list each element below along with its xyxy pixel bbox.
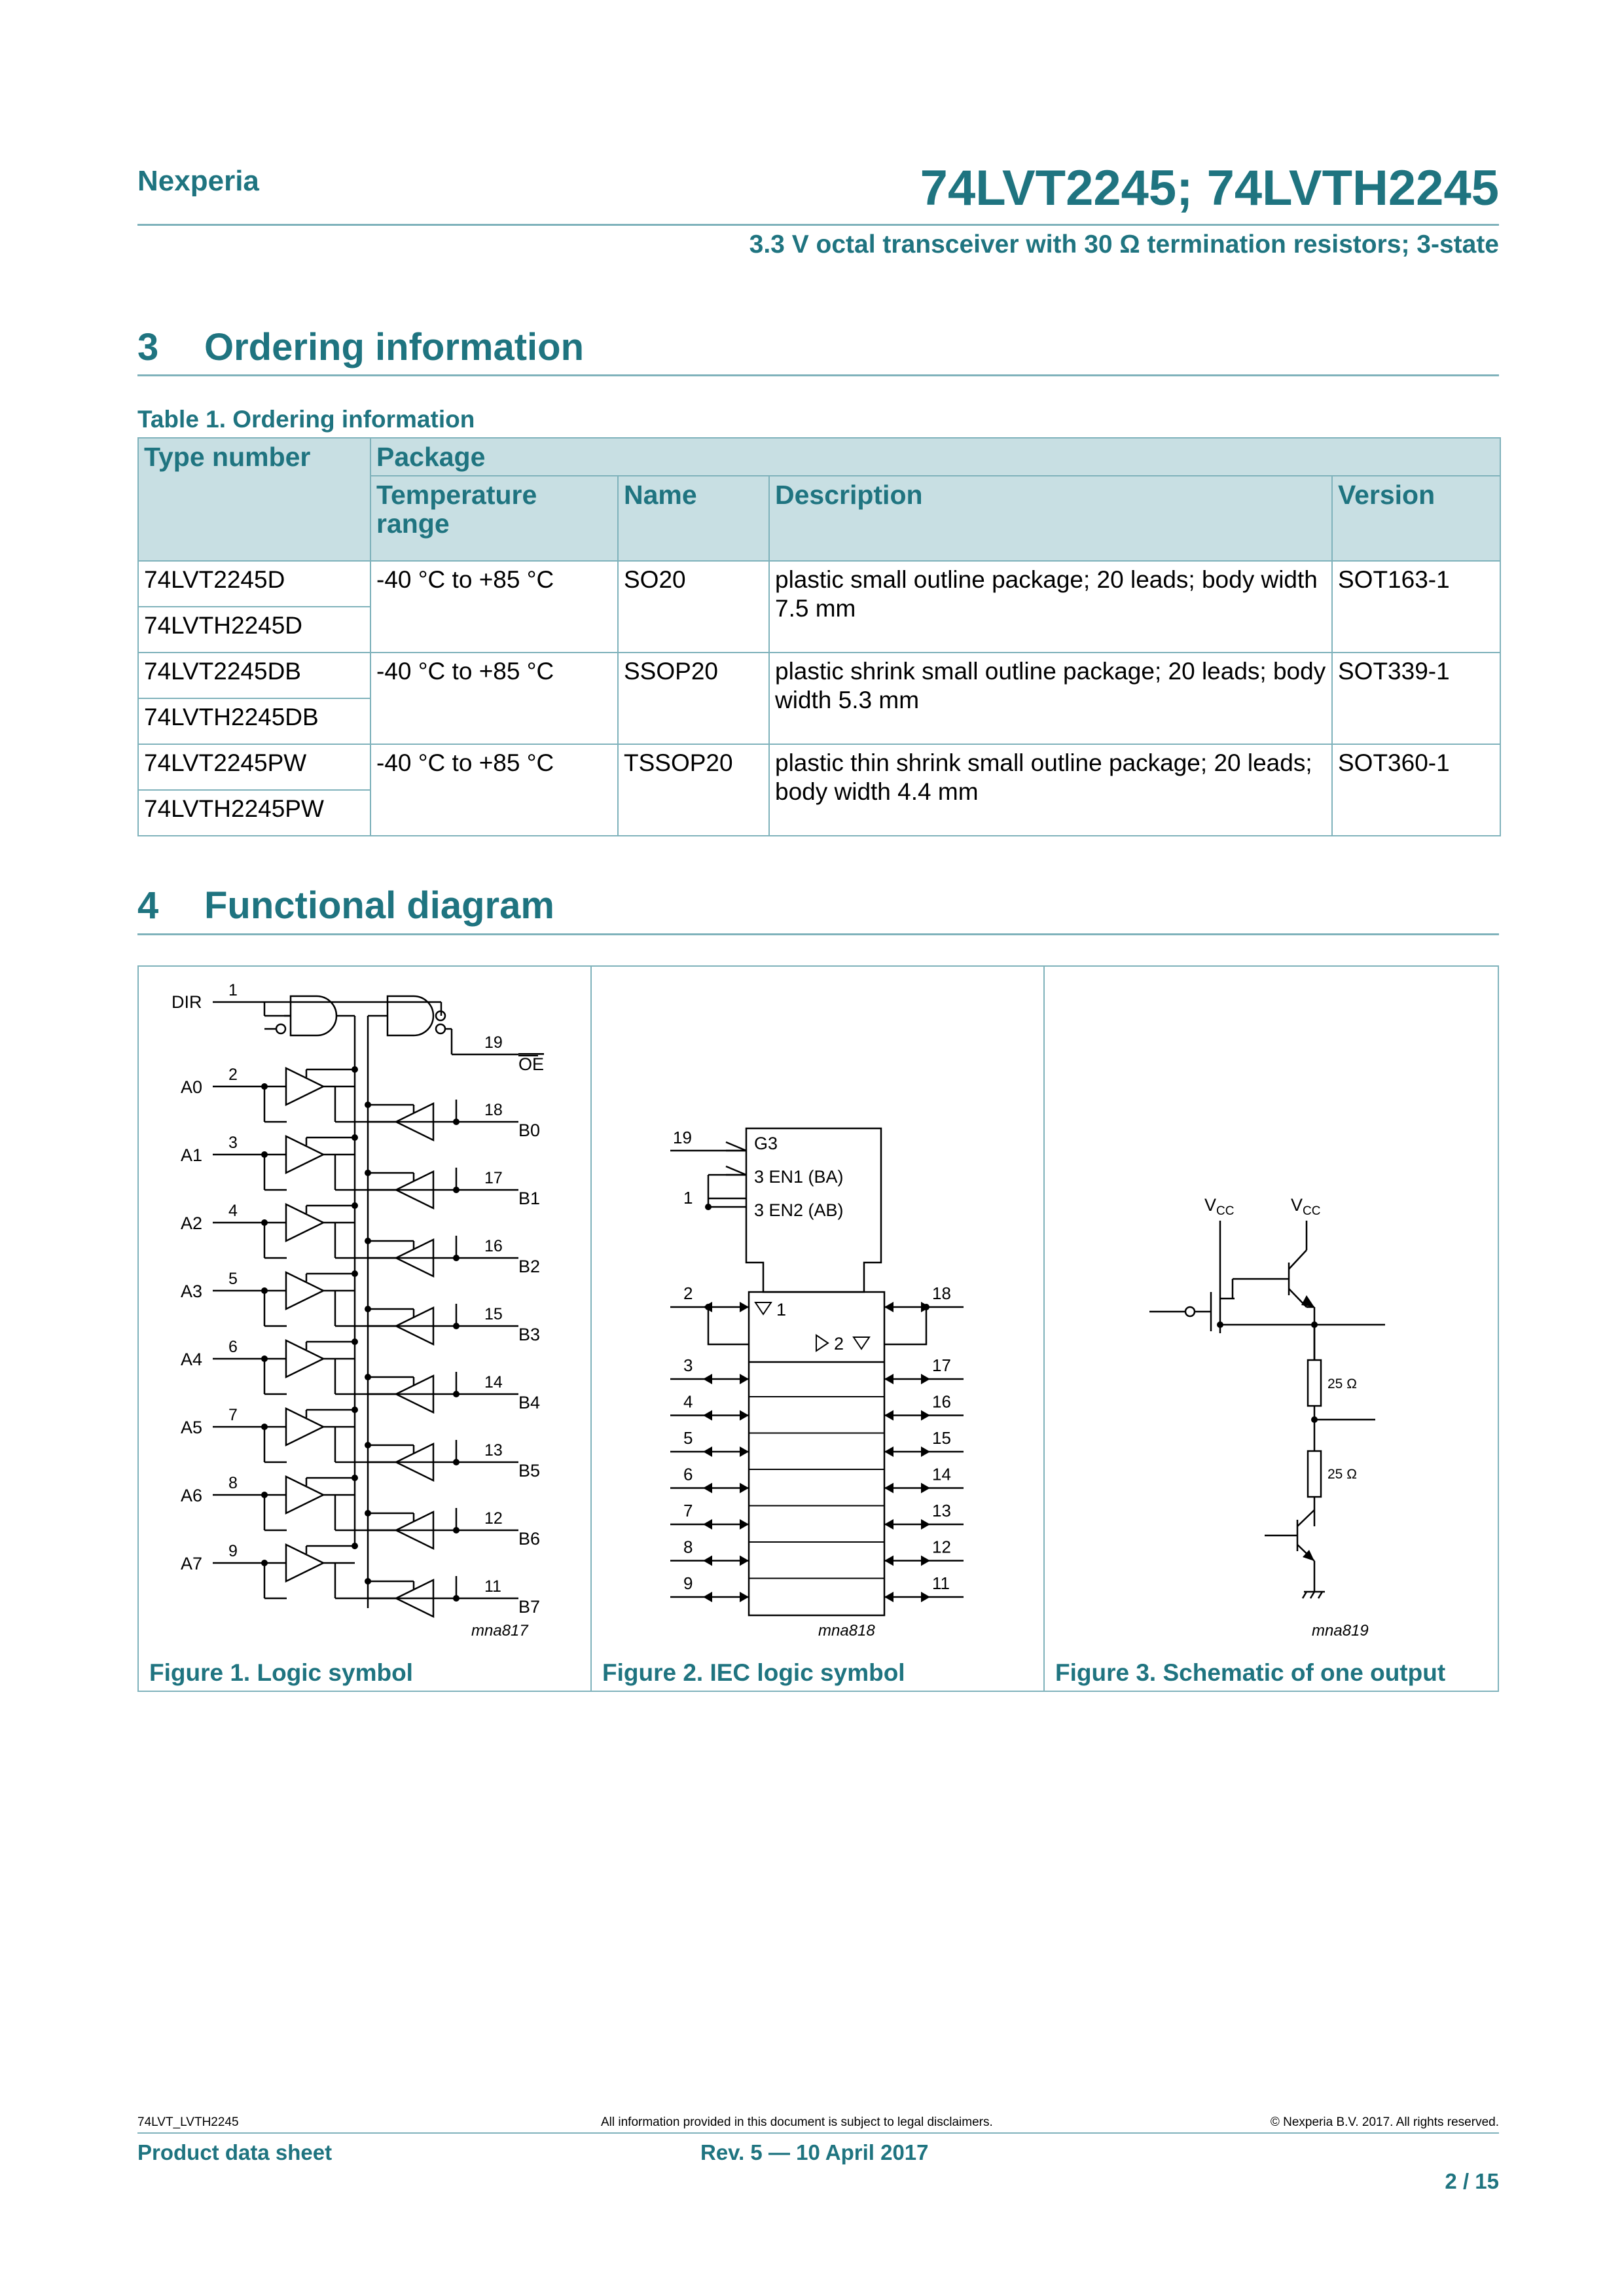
temperature-cell: -40 °C to +85 °C: [370, 653, 618, 744]
transceiver-stage: [213, 1475, 518, 1549]
iec-en2-label: 3 EN2 (AB): [754, 1200, 844, 1220]
a-pin-number: 8: [228, 1474, 238, 1492]
section-title: Ordering information: [204, 326, 584, 368]
b-port-label: B6: [518, 1529, 541, 1549]
resistor-1-label: 25 Ω: [1327, 1376, 1357, 1391]
iec-left-pin: 8: [683, 1537, 693, 1557]
iec-pin-row: [670, 1556, 964, 1579]
table-row: [138, 744, 1500, 790]
dir-label: DIR: [171, 992, 202, 1012]
b-pin-number: 17: [484, 1169, 503, 1187]
a-port-label: A7: [181, 1554, 203, 1573]
type-number-cell: 74LVTH2245PW: [138, 790, 370, 836]
brand-name: Nexperia: [137, 165, 259, 197]
package-name-cell: SSOP20: [618, 653, 769, 744]
figure-caption: Figure 3. Schematic of one output: [1055, 1659, 1446, 1686]
footer-page-number: 2 / 15: [1445, 2169, 1499, 2193]
iec-left-pin: 3: [683, 1355, 693, 1375]
oe-pin-number: 19: [484, 1033, 503, 1052]
a-pin-number: 5: [228, 1270, 238, 1288]
figure-reference: mna817: [471, 1622, 528, 1640]
a-port-label: A3: [181, 1282, 203, 1301]
table-caption: Table 1. Ordering information: [137, 406, 475, 433]
version-cell: SOT360-1: [1332, 744, 1500, 836]
description-cell: plastic shrink small outline package; 20 leads; body width 5.3 mm: [769, 653, 1332, 744]
iec-right-pin: 13: [932, 1501, 951, 1520]
iec-left-pin: 7: [683, 1501, 693, 1520]
a-pin-number: 4: [228, 1202, 238, 1220]
transceiver-stages: [181, 1066, 540, 1617]
transceiver-stage: [213, 1134, 518, 1208]
header-type-number: Type number: [138, 438, 370, 561]
temperature-cell: -40 °C to +85 °C: [370, 561, 618, 653]
resistor-2-label: 25 Ω: [1327, 1467, 1357, 1482]
iec-pin-row: [670, 1302, 964, 1312]
header-name: Name: [618, 476, 769, 561]
section-number: 3: [137, 326, 159, 368]
footer-revision: Rev. 5 — 10 April 2017: [700, 2140, 929, 2164]
version-cell: SOT163-1: [1332, 561, 1500, 653]
logic-symbol-diagram: [139, 967, 589, 1647]
figure-caption: Figure 1. Logic symbol: [149, 1659, 413, 1686]
iec-pin-row: [670, 1592, 964, 1602]
transceiver-stage: [213, 1338, 518, 1412]
type-number-cell: 74LVTH2245D: [138, 607, 370, 653]
a-pin-number: 9: [228, 1542, 238, 1560]
ordering-table: [137, 437, 1501, 836]
iec-left-pin: 9: [683, 1573, 693, 1593]
transceiver-stage: [213, 1543, 518, 1617]
document-subtitle: 3.3 V octal transceiver with 30 Ω termination resistors; 3-state: [749, 230, 1499, 259]
type-number-cell: 74LVTH2245DB: [138, 698, 370, 744]
header-divider: [137, 224, 1499, 226]
a-pin-number: 6: [228, 1338, 238, 1356]
a-port-label: A5: [181, 1418, 203, 1437]
description-cell: plastic thin shrink small outline package; 20 leads; body width 4.4 mm: [769, 744, 1332, 836]
description-cell: plastic small outline package; 20 leads; body width 7.5 mm: [769, 561, 1332, 653]
iec-g3-label: G3: [754, 1134, 778, 1153]
iec-input-2-label: 2: [834, 1334, 844, 1354]
table-row: [138, 561, 1500, 607]
iec-left-pin: 4: [683, 1391, 693, 1412]
a-port-label: A1: [181, 1145, 203, 1165]
b-pin-number: 18: [484, 1101, 503, 1119]
dir-pin-number: 1: [228, 981, 238, 999]
section-number: 4: [137, 884, 159, 927]
iec-right-pin: 16: [932, 1391, 951, 1412]
transceiver-stage: [213, 1270, 518, 1344]
package-name-cell: TSSOP20: [618, 744, 769, 836]
figure-caption: Figure 2. IEC logic symbol: [602, 1659, 905, 1686]
header-temperature-range: Temperature range: [370, 476, 618, 561]
a-pin-number: 3: [228, 1134, 238, 1152]
type-number-cell: 74LVT2245PW: [138, 744, 370, 790]
iec-left-pin: 2: [683, 1283, 693, 1303]
temperature-cell: -40 °C to +85 °C: [370, 744, 618, 836]
vcc-label-left: $V_{CC}$: [1204, 1195, 1235, 1218]
figure-reference: mna819: [1312, 1622, 1369, 1640]
package-name-cell: SO20: [618, 561, 769, 653]
iec-right-pin: 14: [932, 1464, 951, 1484]
header-description: Description: [769, 476, 1332, 561]
iec-pin-row: [670, 1446, 964, 1469]
iec-logic-symbol-diagram: [592, 967, 1042, 1647]
b-port-label: B1: [518, 1189, 541, 1208]
a-pin-number: 7: [228, 1406, 238, 1424]
type-number-cell: 74LVT2245D: [138, 561, 370, 607]
iec-pin-rows: [670, 1283, 964, 1602]
iec-pin-row: [670, 1374, 964, 1397]
footer-disclaimer: All information provided in this document is subject to legal disclaimers.: [601, 2115, 993, 2129]
vcc-label-right: $V_{CC}$: [1291, 1195, 1321, 1218]
header-version: Version: [1332, 476, 1500, 561]
b-port-label: B5: [518, 1461, 541, 1480]
section-divider: [137, 933, 1499, 935]
iec-dir-pin: 1: [683, 1188, 693, 1208]
b-port-label: B0: [518, 1121, 541, 1140]
iec-left-pin: 5: [683, 1428, 693, 1448]
iec-input-1-label: 1: [776, 1300, 787, 1319]
iec-right-pin: 17: [932, 1355, 951, 1375]
header-package: Package: [370, 438, 1500, 476]
iec-right-pin: 15: [932, 1428, 951, 1448]
iec-right-pin: 12: [932, 1537, 951, 1557]
figure-reference: mna818: [818, 1622, 875, 1640]
b-port-label: B3: [518, 1325, 541, 1344]
footer-doc-type: Product data sheet: [137, 2140, 333, 2164]
iec-right-pin: 18: [932, 1283, 951, 1303]
table-row: [138, 653, 1500, 698]
iec-pin-row: [670, 1483, 964, 1506]
b-port-label: B7: [518, 1597, 541, 1617]
iec-pin-row: [670, 1410, 964, 1433]
section-heading-functional: [137, 884, 554, 927]
output-schematic-diagram: [1045, 967, 1498, 1647]
iec-right-pin: 11: [932, 1573, 950, 1593]
a-port-label: A4: [181, 1350, 203, 1369]
a-pin-number: 2: [228, 1066, 238, 1084]
transceiver-stage: [213, 1066, 518, 1140]
a-port-label: A0: [181, 1077, 203, 1097]
footer-copyright: © Nexperia B.V. 2017. All rights reserved.: [1270, 2115, 1499, 2129]
footer-divider: [137, 2132, 1499, 2134]
b-pin-number: 15: [484, 1305, 503, 1323]
iec-en1-label: 3 EN1 (BA): [754, 1167, 844, 1187]
a-port-label: A2: [181, 1213, 203, 1233]
iec-left-pin: 6: [683, 1464, 693, 1484]
section-divider: [137, 374, 1499, 376]
footer-doc-id: 74LVT_LVTH2245: [137, 2115, 239, 2129]
oe-label: OE: [518, 1054, 545, 1074]
b-pin-number: 14: [484, 1373, 503, 1391]
section-heading-ordering: [137, 325, 584, 369]
version-cell: SOT339-1: [1332, 653, 1500, 744]
b-pin-number: 11: [484, 1577, 501, 1596]
section-title: Functional diagram: [204, 884, 554, 927]
iec-pin-row: [670, 1519, 964, 1542]
a-port-label: A6: [181, 1486, 203, 1505]
b-pin-number: 13: [484, 1441, 503, 1460]
type-number-cell: 74LVT2245DB: [138, 653, 370, 698]
b-pin-number: 16: [484, 1237, 503, 1255]
transceiver-stage: [213, 1202, 518, 1276]
transceiver-stage: [213, 1407, 518, 1480]
b-pin-number: 12: [484, 1509, 503, 1528]
document-title: 74LVT2245; 74LVTH2245: [920, 160, 1499, 216]
b-port-label: B2: [518, 1257, 541, 1276]
iec-oe-pin: 19: [673, 1128, 692, 1147]
b-port-label: B4: [518, 1393, 541, 1412]
